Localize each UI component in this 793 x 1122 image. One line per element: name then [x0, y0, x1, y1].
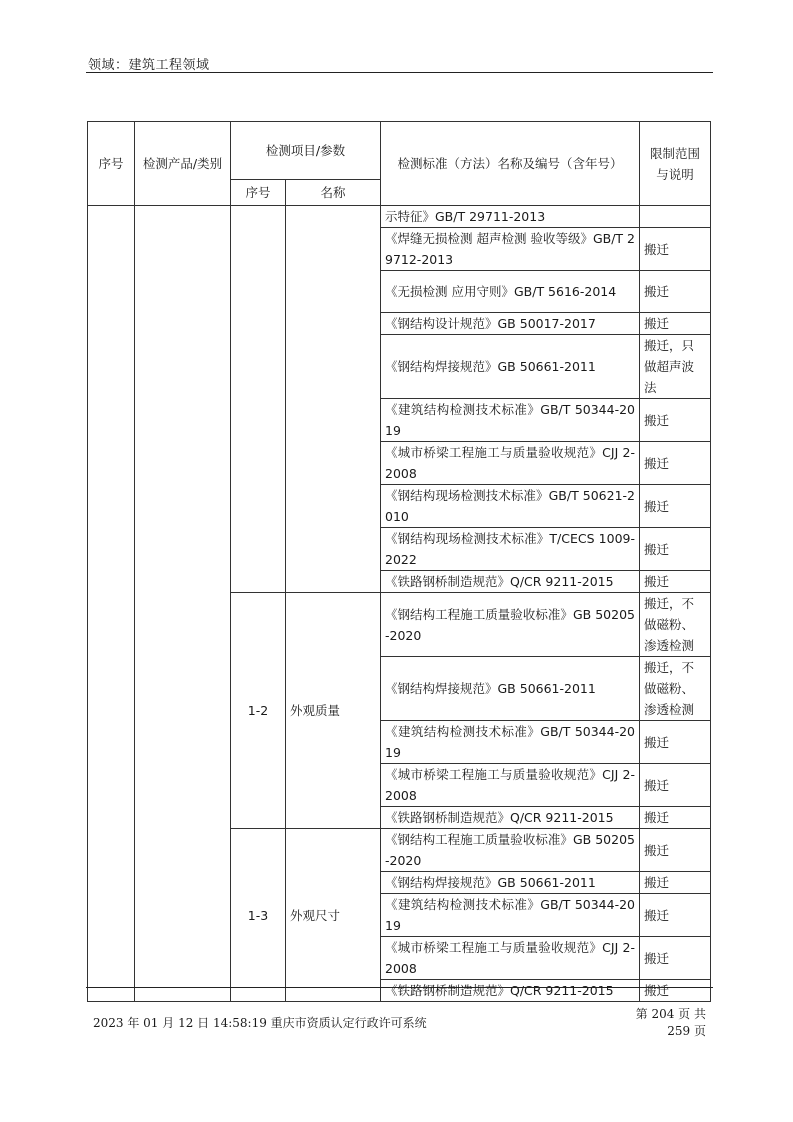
item-seq-cell: 1-2 [231, 593, 286, 829]
note-cell: 搬迁 [640, 571, 711, 593]
note-cell: 搬迁 [640, 485, 711, 528]
standard-cell: 《无损检测 应用守则》GB/T 5616-2014 [381, 271, 640, 313]
header-seq: 序号 [88, 122, 135, 206]
standard-cell: 《城市桥梁工程施工与质量验收规范》CJJ 2-2008 [381, 937, 640, 980]
note-cell: 搬迁 [640, 313, 711, 335]
note-cell: 搬迁 [640, 528, 711, 571]
footer-timestamp: 2023 年 01 月 12 日 14:58:19 重庆市资质认定行政许可系统 [93, 1016, 427, 1030]
standard-cell: 《建筑结构检测技术标准》GB/T 50344-2019 [381, 399, 640, 442]
standard-cell: 《城市桥梁工程施工与质量验收规范》CJJ 2-2008 [381, 764, 640, 807]
note-cell: 搬迁 [640, 937, 711, 980]
note-cell: 搬迁 [640, 872, 711, 894]
product-cell [135, 206, 231, 1002]
note-cell: 搬迁 [640, 829, 711, 872]
note-cell: 搬迁 [640, 399, 711, 442]
header-item-name: 名称 [286, 180, 381, 206]
header-limit: 限制范围与说明 [640, 122, 711, 206]
standard-cell: 《钢结构焊接规范》GB 50661-2011 [381, 335, 640, 399]
standard-cell: 《钢结构现场检测技术标准》T/CECS 1009-2022 [381, 528, 640, 571]
note-cell: 搬迁 [640, 894, 711, 937]
standard-cell: 《城市桥梁工程施工与质量验收规范》CJJ 2-2008 [381, 442, 640, 485]
standard-cell: 《钢结构设计规范》GB 50017-2017 [381, 313, 640, 335]
note-cell: 搬迁，不做磁粉、渗透检测 [640, 593, 711, 657]
standard-cell: 《焊缝无损检测 超声检测 验收等级》GB/T 29712-2013 [381, 228, 640, 271]
seq-cell [88, 206, 135, 1002]
header-item-seq: 序号 [231, 180, 286, 206]
note-cell: 搬迁 [640, 271, 711, 313]
header-standard: 检测标准（方法）名称及编号（含年号） [381, 122, 640, 206]
standard-cell: 《钢结构现场检测技术标准》GB/T 50621-2010 [381, 485, 640, 528]
header-product: 检测产品/类别 [135, 122, 231, 206]
note-cell: 搬迁 [640, 980, 711, 1002]
item-seq-cell [231, 206, 286, 593]
standard-cell: 《建筑结构检测技术标准》GB/T 50344-2019 [381, 894, 640, 937]
header-item: 检测项目/参数 [231, 122, 381, 180]
note-cell: 搬迁 [640, 228, 711, 271]
standard-cell: 《钢结构工程施工质量验收标准》GB 50205-2020 [381, 829, 640, 872]
item-name-cell [286, 206, 381, 593]
page-header-domain: 领域：建筑工程领域 [88, 58, 210, 73]
standard-cell: 《钢结构焊接规范》GB 50661-2011 [381, 657, 640, 721]
standard-cell: 《钢结构工程施工质量验收标准》GB 50205-2020 [381, 593, 640, 657]
note-cell [640, 206, 711, 228]
note-cell: 搬迁，不做磁粉、渗透检测 [640, 657, 711, 721]
standard-cell: 《铁路钢桥制造规范》Q/CR 9211-2015 [381, 807, 640, 829]
footer-divider [86, 987, 713, 988]
note-cell: 搬迁 [640, 721, 711, 764]
note-cell: 搬迁 [640, 807, 711, 829]
note-cell: 搬迁 [640, 442, 711, 485]
standard-cell: 《铁路钢桥制造规范》Q/CR 9211-2015 [381, 571, 640, 593]
item-seq-cell: 1-3 [231, 829, 286, 1002]
footer-page-number: 第 204 页 共 259 页 [635, 1007, 706, 1038]
standard-cell: 《建筑结构检测技术标准》GB/T 50344-2019 [381, 721, 640, 764]
note-cell: 搬迁 [640, 764, 711, 807]
note-cell: 搬迁，只做超声波法 [640, 335, 711, 399]
standard-cell: 示特征》GB/T 29711-2013 [381, 206, 640, 228]
header-divider [86, 72, 713, 73]
standard-cell: 《钢结构焊接规范》GB 50661-2011 [381, 872, 640, 894]
standard-cell: 《铁路钢桥制造规范》Q/CR 9211-2015 [381, 980, 640, 1002]
item-name-cell: 外观质量 [286, 593, 381, 829]
item-name-cell: 外观尺寸 [286, 829, 381, 1002]
inspection-standards-table [87, 121, 711, 1002]
